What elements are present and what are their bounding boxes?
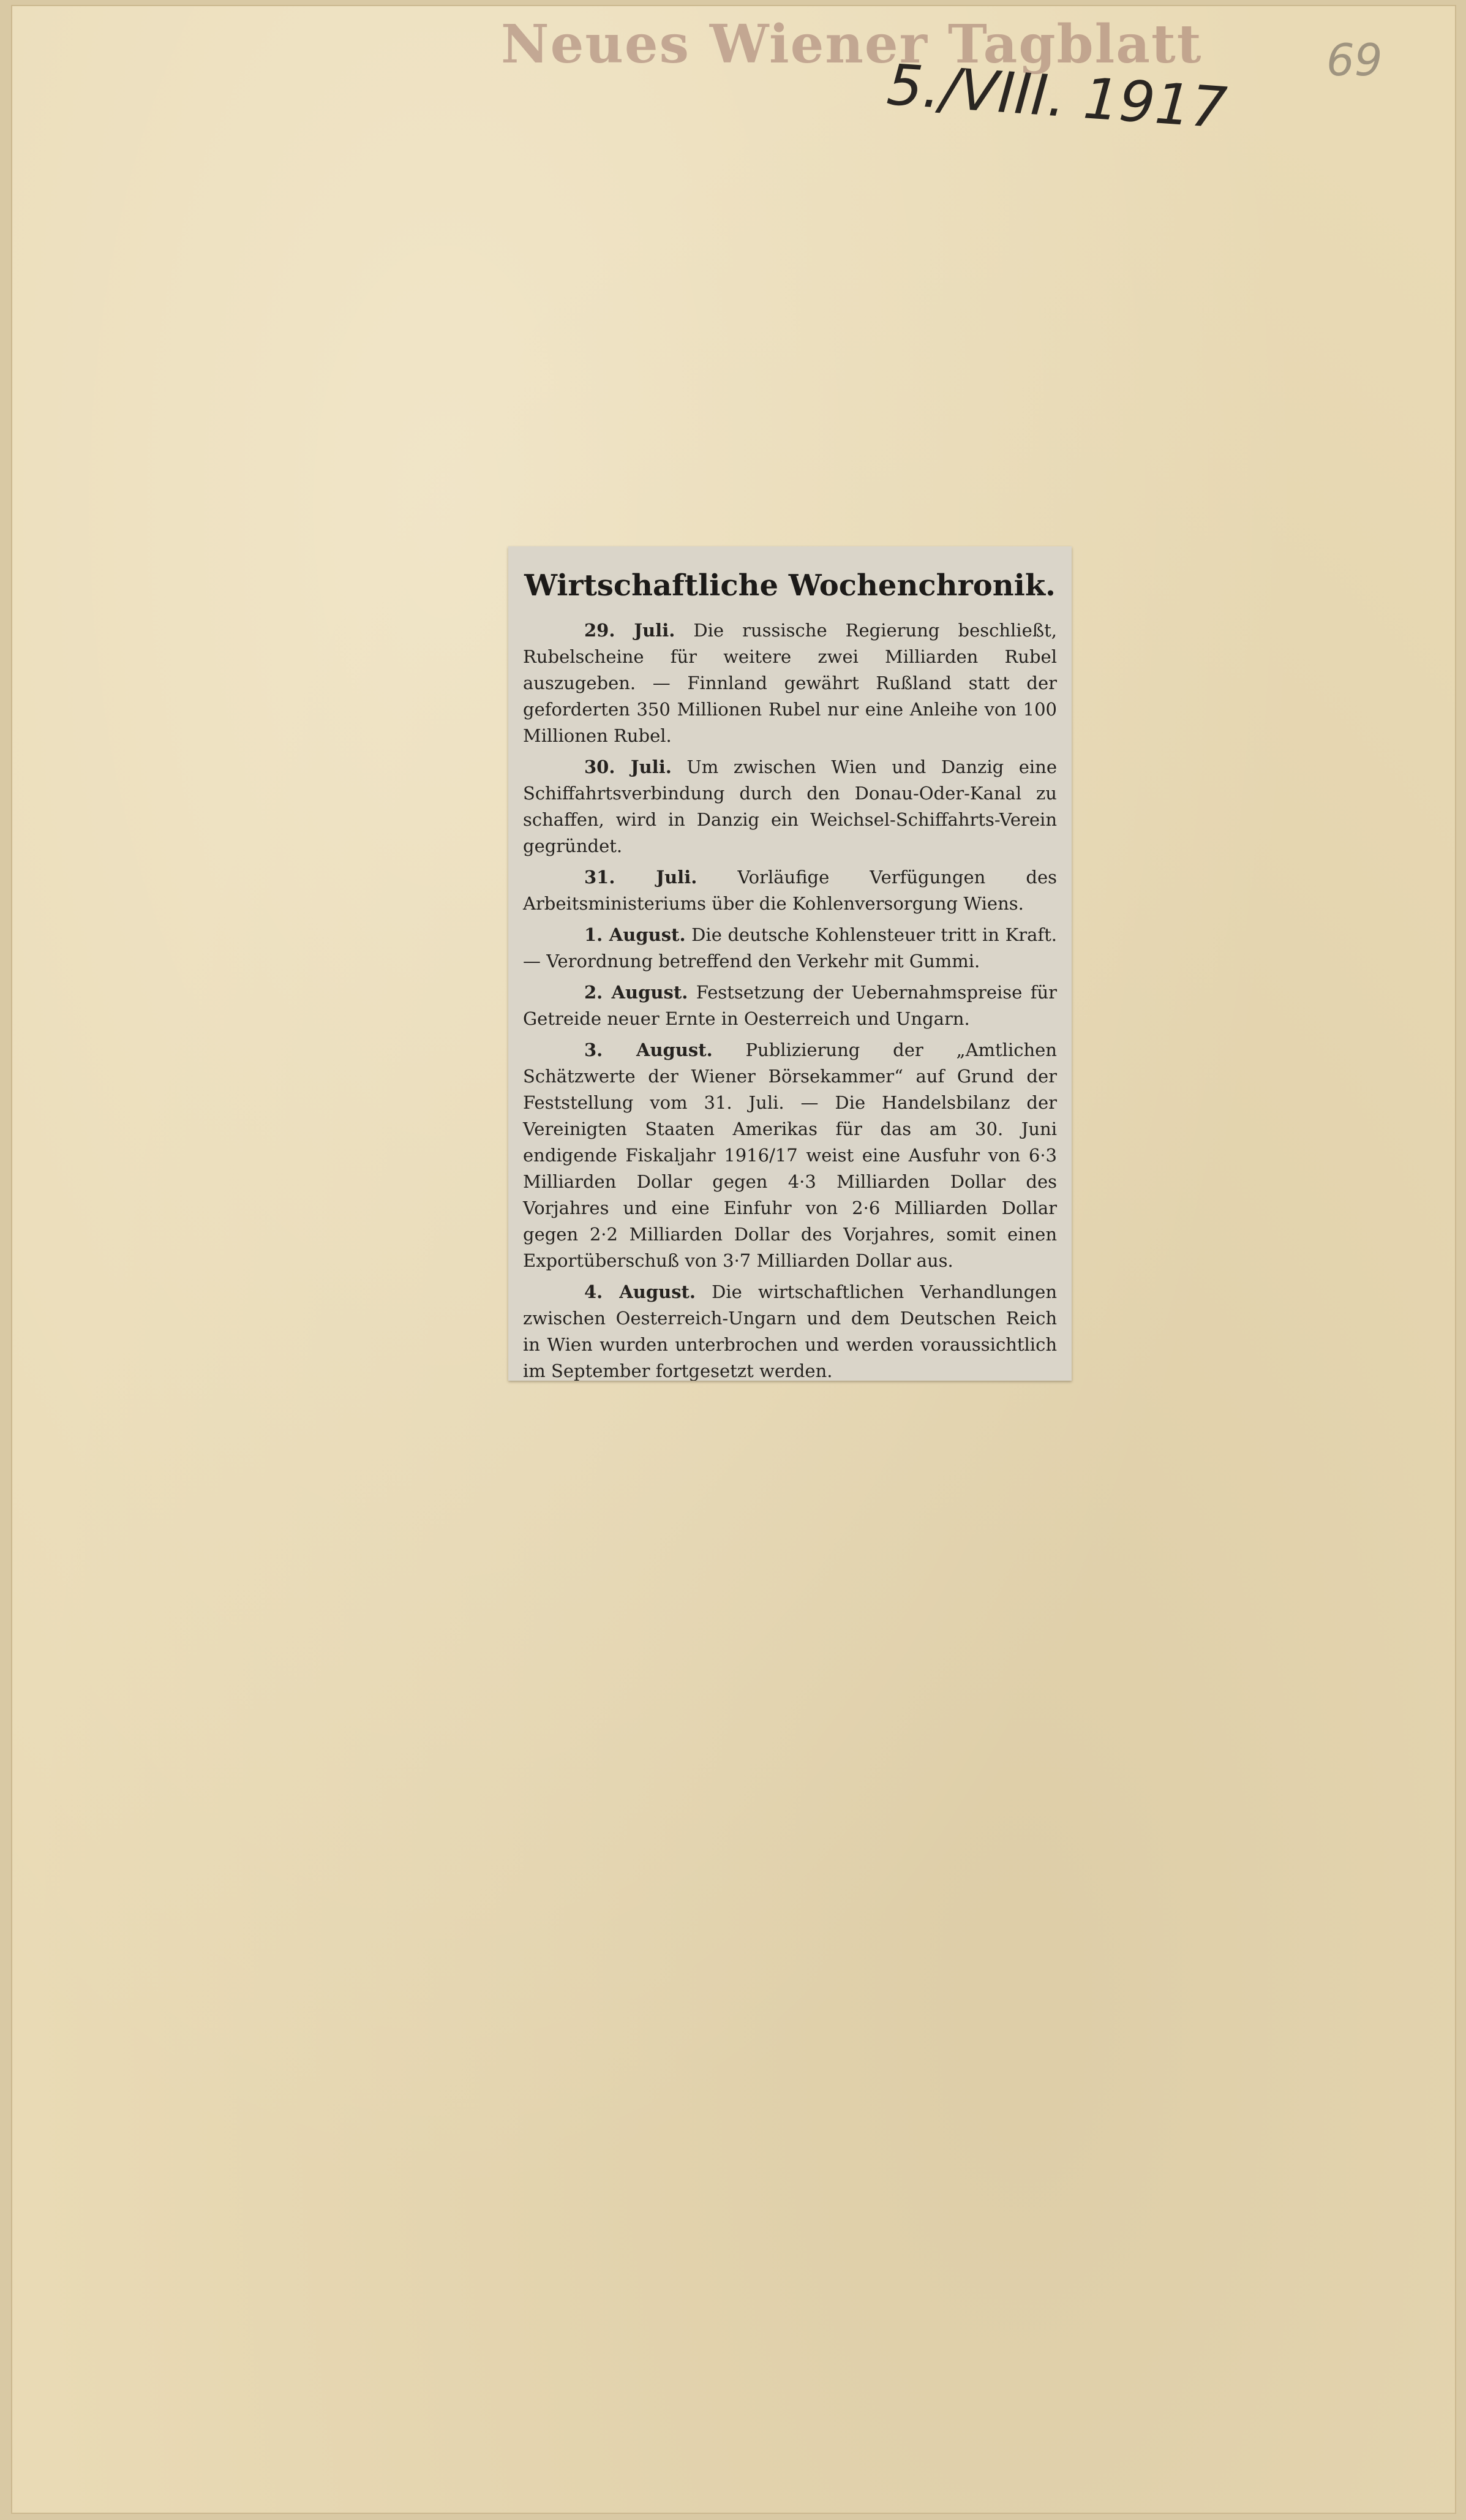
entry-date: 4. August. bbox=[584, 1281, 696, 1302]
entry-text: Vorläufige Verfügungen des Arbeitsministeriums über die Kohlenversorgung Wiens. bbox=[523, 867, 1057, 914]
newspaper-clipping bbox=[508, 546, 1072, 1381]
chronicle-entry bbox=[523, 922, 1057, 975]
entry-date: 2. August. bbox=[584, 982, 688, 1003]
entry-text: Die deutsche Kohlensteuer tritt in Kraft. — Verordnung betreffend den Verkehr mit Gummi. bbox=[523, 924, 1058, 971]
chronicle-entry bbox=[523, 617, 1057, 749]
entry-date: 1. August. bbox=[584, 924, 686, 945]
archive-sheet bbox=[11, 5, 1456, 2514]
entry-text: Publizierung der „Amtlichen Schätzwerte der Wiener Börsekammer“ auf Grund der Feststellung vom 31. Juli. — Die Handelsbilanz der Vereinigten Staaten Amerikas für das am 30. Juni endigende Fiskaljahr 1916/17 weist eine Ausfuhr von 6·3 Milliarden Dollar gegen 4·3 Milliarden Dollar des Vorjahres und eine Einfuhr von 2·6 Milliarden Dollar gegen 2·2 Milliarden Dollar des Vorjahres, somit einen Exportüberschuß von 3·7 Milliarden Dollar aus. bbox=[523, 1039, 1057, 1271]
handwritten-date: 5./VIII. 1917 bbox=[884, 51, 1229, 141]
chronicle-entry bbox=[523, 979, 1057, 1032]
folio-number: 69 bbox=[1326, 34, 1383, 86]
entry-text: Die russische Regierung beschließt, Rubelscheine für weitere zwei Milliarden Rubel auszugeben. — Finnland gewährt Rußland statt der geforderten 350 Millionen Rubel nur eine Anleihe von 100 Millionen Rubel. bbox=[523, 620, 1057, 746]
clipping-headline: Wirtschaftliche Wochenchronik. bbox=[524, 568, 1056, 603]
entry-text: Die wirtschaftlichen Verhandlungen zwischen Oesterreich-Ungarn und dem Deutschen Reich in Wien wurden unterbrochen und werden voraussichtlich im September fortgesetzt werden. bbox=[523, 1281, 1057, 1381]
entry-date: 30. Juli. bbox=[584, 756, 672, 777]
chronicle-entry bbox=[523, 754, 1057, 859]
entry-date: 31. Juli. bbox=[584, 867, 697, 888]
newspaper-stamp: Neues Wiener Tagblatt bbox=[501, 13, 1203, 75]
entry-date: 29. Juli. bbox=[584, 620, 675, 641]
entry-date: 3. August. bbox=[584, 1039, 713, 1060]
entry-text: Festsetzung der Uebernahmspreise für Getreide neuer Ernte in Oesterreich und Ungarn. bbox=[523, 982, 1057, 1029]
chronicle-entry bbox=[523, 1279, 1057, 1381]
chronicle-entry bbox=[523, 1037, 1057, 1274]
entry-text: Um zwischen Wien und Danzig eine Schiffahrtsverbindung durch den Donau-Oder-Kanal zu schaffen, wird in Danzig ein Weichsel-Schiffahrts-Verein gegründet. bbox=[523, 756, 1057, 856]
chronicle-entry bbox=[523, 864, 1057, 917]
